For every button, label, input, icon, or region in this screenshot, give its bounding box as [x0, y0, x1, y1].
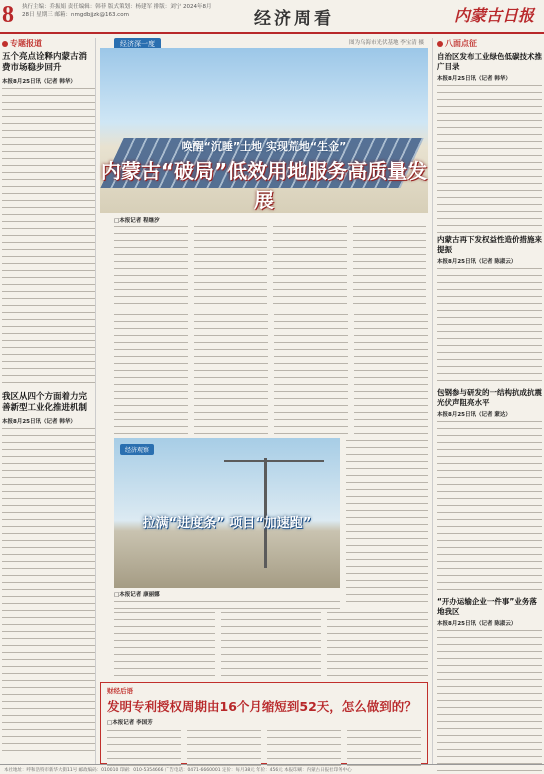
bullet-icon	[437, 41, 443, 47]
text-column	[273, 224, 347, 306]
right-article3-body	[437, 419, 542, 595]
bullet-icon	[2, 41, 8, 47]
feature-subtitle: 唤醒“沉睡”土地 实现荒地“生金”	[181, 140, 347, 153]
text-column	[354, 312, 428, 436]
photo-credit: 图为乌海市光伏基地 李宝清 摄	[349, 40, 424, 46]
text-column	[114, 224, 188, 306]
right-article3-dateline: 本报8月25日讯（记者 蒙达）	[437, 412, 511, 418]
left-column	[2, 38, 96, 764]
text-column	[267, 728, 341, 768]
text-column	[187, 728, 261, 768]
left-article2-title: 我区从四个方面着力完善新型工业化推进机制	[2, 392, 88, 413]
text-column	[221, 610, 322, 678]
right-article4-dateline: 本报8月25日讯（记者 陈淑云）	[437, 621, 517, 627]
mid-section-tag: 经济观察	[120, 444, 154, 455]
editor-meta: 执行主编：乔振娟 责任编辑：韩菲 版式策划：杨建军 排版：刘宁 2024年8月28日 星期三 邮箱：nmgdbjjzk@163.com	[22, 4, 212, 18]
feature-headline: 内蒙古“破局”低效用地服务高质量发展	[100, 159, 428, 212]
right-article1-title: 自治区发布工业绿色低碳技术推广目录	[437, 52, 542, 71]
right-article1-dateline: 本报8月25日讯（记者 韩华）	[437, 76, 511, 82]
feature-byline: □本报记者 程继汐	[114, 218, 160, 224]
left-article2-body	[2, 426, 95, 756]
right-article4-body	[437, 628, 542, 774]
right-section-tag: 八面点征	[437, 38, 542, 49]
mid-byline: □本报记者 康丽娜	[114, 590, 340, 611]
feature-text-columns	[114, 224, 426, 306]
feature-label: 经济深一度	[114, 38, 161, 50]
text-column	[114, 312, 188, 436]
right-article1-body	[437, 83, 542, 233]
left-article-dateline: 本报8月25日讯（记者 韩华）	[2, 79, 76, 85]
patent-byline: □本报记者 李国芳	[107, 720, 153, 726]
feature-continued-text	[100, 312, 428, 436]
patent-headline: 发明专利授权周期由16个月缩短到52天，怎么做到的？	[107, 699, 417, 714]
text-column	[114, 610, 215, 678]
right-column	[432, 38, 542, 764]
feature-article	[100, 38, 428, 308]
patent-text-columns	[107, 728, 421, 768]
text-column	[107, 728, 181, 768]
project-article	[100, 438, 428, 680]
text-column	[274, 312, 348, 436]
bottom-section-tag: 财经后语	[107, 687, 133, 695]
newspaper-logo: 内蒙古日报	[453, 8, 534, 25]
left-article2-dateline: 本报8月25日讯（记者 韩华）	[2, 419, 76, 425]
crane-arm-graphic	[224, 460, 324, 462]
right-article4-title: “开办运输企业一件事”业务落地我区	[437, 597, 537, 616]
mid-text-columns	[114, 610, 428, 678]
text-column	[327, 610, 428, 678]
patent-article-box	[100, 682, 428, 764]
text-column	[194, 312, 268, 436]
left-article-body	[2, 86, 95, 384]
left-section-tag: 专题报道	[2, 38, 95, 49]
right-article3-title: 包钢参与研发的一结构抗成抗震光伏声阻亮水平	[437, 388, 542, 407]
text-column	[194, 224, 268, 306]
section-title: 经济周看	[254, 9, 334, 29]
page-footer: 本社地址：呼和浩特市新华大街11号 邮政编码：010010 印刷：010-5354666 广告电话：0471-6660001 定价：每月38元 年价：456元 本报印刷：内蒙古日报社印务中心	[0, 764, 544, 774]
text-column	[353, 224, 427, 306]
page-number: 8	[2, 2, 14, 28]
left-article-title: 五个亮点诠释内蒙古消费市场稳步回升	[2, 52, 88, 73]
right-article2-body	[437, 266, 542, 386]
page-header	[0, 0, 544, 34]
right-article2-title: 内蒙古再下发权益性造价措施来提振	[437, 235, 542, 254]
text-column	[347, 728, 421, 768]
mid-side-text	[346, 438, 428, 608]
right-article2-dateline: 本报8月25日讯（记者 陈淑云）	[437, 259, 517, 265]
project-headline: 拉满“进度条” 项目“加速跑”	[142, 516, 312, 531]
